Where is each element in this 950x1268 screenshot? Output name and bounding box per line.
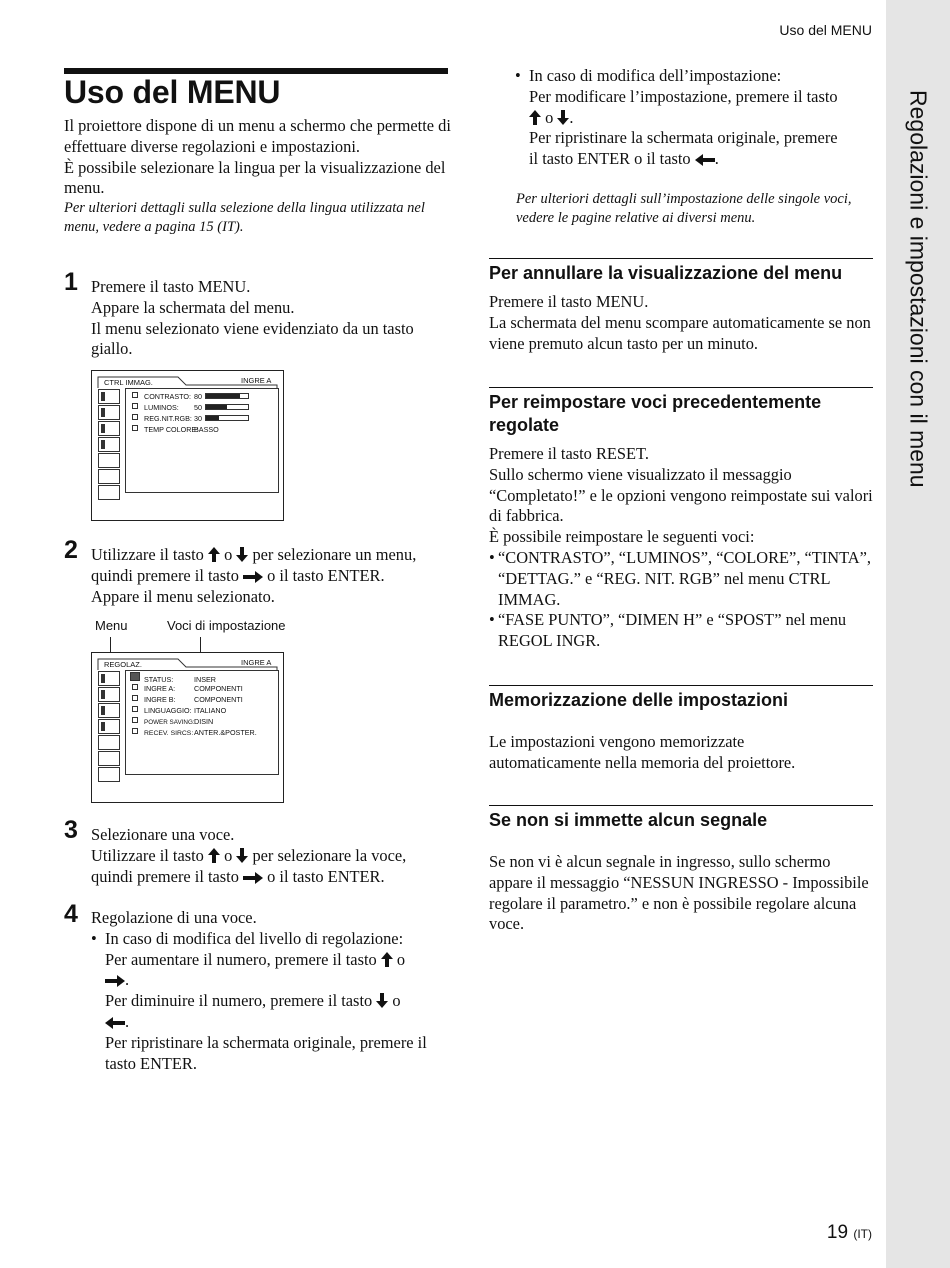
menu-row: REG.NIT.RGB: 30 — [132, 414, 249, 423]
setup-menu-icon — [98, 703, 120, 718]
input-menu-icon — [98, 687, 120, 702]
step-line: Premere il tasto MENU. — [91, 277, 251, 296]
level-bar — [205, 404, 249, 410]
menu-row: POWER SAVING:DISIN — [132, 717, 213, 726]
arrow-down-icon — [236, 547, 248, 562]
right-top-bullet: • In caso di modifica dell’impostazione: Per modificare l’impostazione, premere il tasto o . Per ripristinare la schermata originale, premere il tasto ENTER o il tasto . — [515, 66, 838, 169]
menu-tab-label: REGOLAZ. — [104, 660, 142, 669]
empty-menu-slot — [98, 735, 120, 750]
list-item: • “CONTRASTO”, “LUMINOS”, “COLORE”, “TINTA”, “DETTAG.” e “REG. NIT. RGB” nel menu CTRL IMMAG. — [489, 547, 872, 609]
empty-menu-slot — [98, 767, 120, 782]
page-number: 19 (IT) — [826, 1222, 872, 1243]
section-heading: Se non si immette alcun segnale — [489, 805, 873, 832]
menu-tab-label: CTRL IMMAG. — [104, 378, 153, 387]
menu-row: LUMINOS: 50 — [132, 403, 249, 412]
step-3-text: Selezionare una voce. Utilizzare il tasto o per selezionare la voce, quindi premere il tasto o il tasto ENTER. — [91, 825, 407, 886]
section-heading: Per annullare la visualizzazione del menu — [489, 258, 873, 285]
empty-menu-slot — [98, 453, 120, 468]
step-number: 4 — [64, 900, 78, 928]
arrow-right-icon — [243, 571, 263, 583]
empty-menu-slot — [98, 751, 120, 766]
arrow-up-icon — [208, 848, 220, 863]
empty-menu-slot — [98, 485, 120, 500]
arrow-down-icon — [236, 848, 248, 863]
running-header: Uso del MENU — [779, 22, 872, 38]
step-number: 2 — [64, 536, 78, 564]
step-4-text: Regolazione di una voce. • In caso di modifica del livello di regolazione: Per aumentare il numero, premere il tasto o . Per diminuire il numero, premere il tasto o . Per ripristinare la schermata originale, premere il tasto ENTER. — [91, 908, 427, 1073]
intro-note: Per ulteriori dettagli sulla selezione della lingua utilizzata nel menu, vedere a pagina 15 (IT). — [64, 200, 425, 236]
arrow-right-icon — [105, 975, 125, 987]
step-number: 1 — [64, 268, 78, 296]
step-2-text: Utilizzare il tasto o per selezionare un menu, quindi premere il tasto o il tasto ENTER. Appare il menu selezionato. — [91, 545, 417, 606]
section-text: Premere il tasto MENU. La schermata del menu scompare automaticamente se non viene premuto alcun tasto per un minuto. — [489, 292, 871, 353]
menu-icon-column — [98, 671, 120, 783]
menu-row: TEMP COLORE:BASSO — [132, 425, 219, 434]
arrow-up-icon — [208, 547, 220, 562]
level-bar — [205, 393, 249, 399]
menu-screen-regolaz — [91, 652, 284, 803]
intro-paragraph: Il proiettore dispone di un menu a schermo che permette di effettuare diverse regolazioni e impostazioni. — [64, 116, 451, 156]
install-menu-icon — [98, 437, 120, 452]
arrow-up-icon — [381, 952, 393, 967]
section-heading: Per reimpostare voci precedentemente regolate — [489, 387, 873, 437]
right-note: Per ulteriori dettagli sull’impostazione delle singole voci, vedere le pagine relative ai diversi menu. — [516, 191, 852, 226]
arrow-left-icon — [105, 1017, 125, 1029]
intro — [64, 116, 454, 237]
section-text: Se non vi è alcun segnale in ingresso, sullo schermo appare il messaggio “NESSUN INGRESSO - Impossibile regolare il parametro.” e non è possibile regolare alcuna voce. — [489, 852, 869, 934]
arrow-right-icon — [243, 872, 263, 884]
step-line: Appare la schermata del menu. — [91, 297, 295, 317]
menu-screen-ctrl-immag — [91, 370, 284, 521]
picture-menu-icon — [98, 389, 120, 404]
arrow-down-icon — [557, 110, 569, 125]
arrow-up-icon — [529, 110, 541, 125]
menu-row: INGRE A: COMPONENTI — [132, 684, 243, 693]
input-menu-icon — [98, 405, 120, 420]
step-1-text — [91, 277, 451, 360]
picture-menu-icon — [98, 671, 120, 686]
menu-input-label: INGRE A — [241, 376, 272, 385]
step-number: 3 — [64, 816, 78, 844]
menu-row: LINGUAGGIO: ITALIANO — [132, 706, 226, 715]
menu-row: RECEV. SIRCS:ANTER.&POSTER. — [132, 728, 257, 737]
menu-row: INGRE B: COMPONENTI — [132, 695, 243, 704]
empty-menu-slot — [98, 469, 120, 484]
callout-menu: Menu — [95, 618, 128, 633]
section-text: Premere il tasto RESET. Sullo schermo viene visualizzato il messaggio “Completato!” e le opzioni vengono reimpostate sui valori di fabbrica. È possibile reimpostare le seguenti voci: • “CONTRASTO”, “LUMINOS”, “COLORE”, “TINTA”, “DETTAG.” e “REG. NIT. RGB” nel menu CTRL IMMAG. • “FASE PUNTO”, “DIMEN H” e “SPOST” nel menu REGOL INGR. — [489, 444, 875, 652]
section-heading: Memorizzazione delle impostazioni — [489, 685, 873, 712]
level-bar — [205, 415, 249, 421]
page-title: Uso del MENU — [64, 74, 281, 110]
install-menu-icon — [98, 719, 120, 734]
menu-icon-column — [98, 389, 120, 501]
arrow-left-icon — [695, 154, 715, 166]
arrow-down-icon — [376, 993, 388, 1008]
step-line: Il menu selezionato viene evidenziato da un tasto giallo. — [91, 318, 414, 359]
section-text: Le impostazioni vengono memorizzate automaticamente nella memoria del proiettore. — [489, 732, 796, 772]
menu-row: STATUS: INSER — [130, 672, 216, 684]
intro-paragraph: È possibile selezionare la lingua per la visualizzazione del menu. — [64, 157, 446, 198]
list-item: • “FASE PUNTO”, “DIMEN H” e “SPOST” nel menu REGOL INGR. — [489, 610, 847, 651]
setup-menu-icon — [98, 421, 120, 436]
side-section-title: Regolazioni e impostazioni con il menu — [905, 90, 932, 488]
menu-row: CONTRASTO: 80 — [132, 392, 249, 401]
callout-settings: Voci di impostazione — [167, 618, 286, 633]
menu-input-label: INGRE A — [241, 658, 272, 667]
